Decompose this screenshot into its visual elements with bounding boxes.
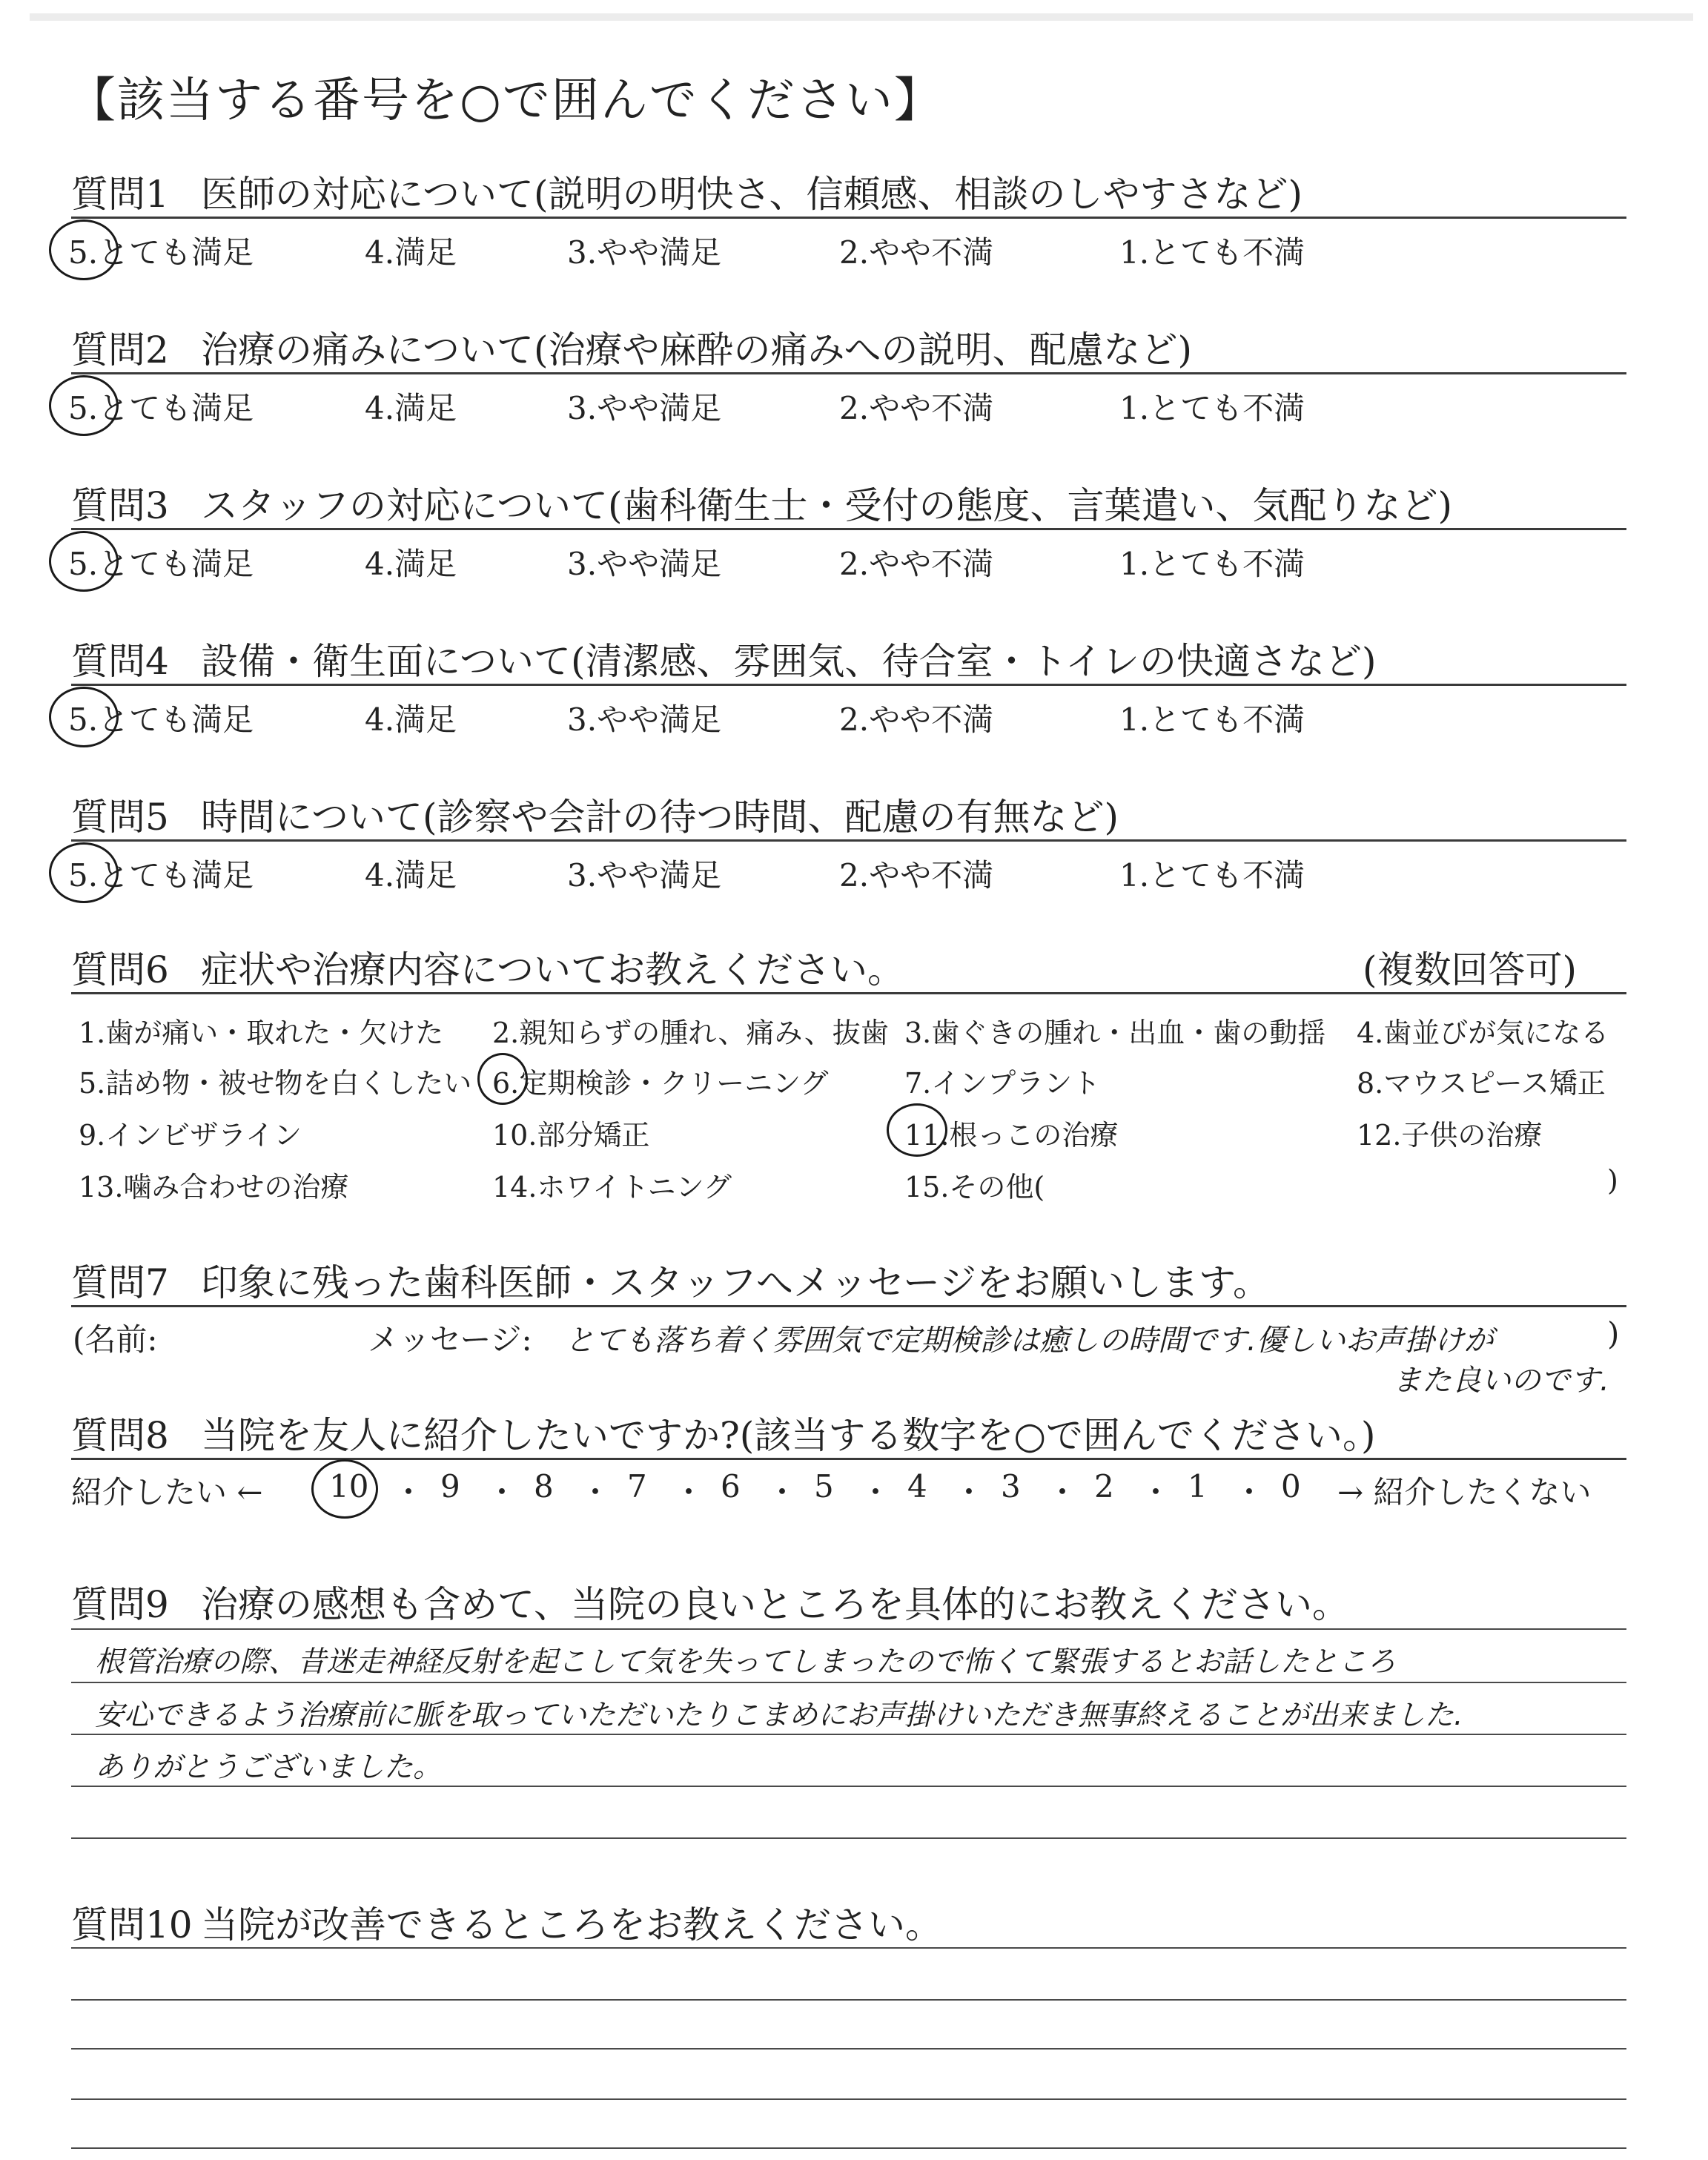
q1-option-4[interactable]: 4.満足: [365, 234, 457, 271]
q3-option-4[interactable]: 4.満足: [365, 546, 457, 582]
q8-score-8[interactable]: 8: [534, 1468, 554, 1505]
q1-option-1[interactable]: 1.とても不満: [1119, 234, 1305, 271]
q1-selection-circle: [49, 219, 119, 280]
q2-option-5[interactable]: 5.とても満足: [68, 390, 254, 426]
q5-option-4[interactable]: 4.満足: [365, 857, 457, 894]
q1-option-2[interactable]: 2.やや不満: [839, 234, 994, 271]
question-5: [71, 787, 1119, 841]
q6-option-4[interactable]: 4.歯並びが気になる: [1357, 1017, 1609, 1049]
q10-answer-line: [71, 2098, 1626, 2100]
q10-answer-line: [71, 2048, 1626, 2050]
q7-message-line-1: とても落ち着く雰囲気で定期検診は癒しの時間です.優しいお声掛けが: [565, 1324, 1494, 1358]
question-7-number: 質問7: [71, 1261, 169, 1304]
question-4-rule: [71, 684, 1626, 686]
q9-answer-line: [71, 1628, 1626, 1630]
q8-dot: ・: [1140, 1474, 1172, 1510]
q8-score-4[interactable]: 4: [907, 1468, 927, 1505]
q5-option-2[interactable]: 2.やや不満: [839, 857, 994, 894]
question-10: [71, 1895, 942, 1949]
question-2-number: 質問2: [71, 328, 169, 371]
question-6-number: 質問6: [71, 948, 169, 991]
q3-option-3[interactable]: 3.やや満足: [567, 546, 722, 582]
q8-dot: ・: [1234, 1474, 1265, 1510]
question-6-note: (複数回答可): [1363, 948, 1578, 991]
question-4-number: 質問4: [71, 640, 169, 683]
q6-option-15-close: ): [1607, 1164, 1618, 1197]
q9-answer-line-1: 根管治療の際、昔迷走神経反射を起こして気を失ってしまったので怖くて緊張するとお話したところ: [95, 1645, 1397, 1679]
q10-answer-line: [71, 2147, 1626, 2149]
q8-dot: ・: [767, 1474, 798, 1510]
q8-dot: ・: [860, 1474, 892, 1510]
q6-option-6-circle: [477, 1053, 528, 1105]
q6-option-13[interactable]: 13.噛み合わせの治療: [79, 1171, 349, 1203]
q8-dot: ・: [580, 1474, 612, 1510]
q7-name-label: (名前:: [73, 1321, 158, 1358]
q8-dot: ・: [1047, 1474, 1079, 1510]
q4-option-2[interactable]: 2.やや不満: [839, 701, 994, 738]
q6-option-10[interactable]: 10.部分矯正: [492, 1119, 650, 1152]
scan-edge: [30, 13, 1693, 21]
q10-answer-line: [71, 1999, 1626, 2001]
q5-option-3[interactable]: 3.やや満足: [567, 857, 722, 894]
q4-option-1[interactable]: 1.とても不満: [1119, 701, 1305, 738]
q6-option-11-circle: [887, 1103, 947, 1157]
question-3-rule: [71, 528, 1626, 530]
question-6: [71, 940, 904, 994]
q6-option-15[interactable]: 15.その他(: [904, 1171, 1045, 1203]
question-8: [71, 1406, 1375, 1459]
q9-answer-line: [71, 1837, 1626, 1839]
q9-answer-line: [71, 1786, 1626, 1787]
q8-score-1[interactable]: 1: [1188, 1468, 1208, 1505]
q9-answer-line: [71, 1682, 1626, 1683]
q6-option-2[interactable]: 2.親知らずの腫れ、痛み、抜歯: [492, 1017, 889, 1049]
question-10-number: 質問10: [71, 1903, 193, 1946]
q8-score-10[interactable]: 10: [329, 1468, 369, 1505]
q6-option-6[interactable]: 6.定期検診・クリーニング: [492, 1067, 829, 1100]
form-heading: 【該当する番号を○で囲んでください】: [68, 73, 943, 128]
q8-score-7[interactable]: 7: [627, 1468, 647, 1505]
q2-option-2[interactable]: 2.やや不満: [839, 390, 994, 426]
q6-option-7[interactable]: 7.インプラント: [904, 1067, 1101, 1100]
question-7-text: 印象に残った歯科医師・スタッフへメッセージをお願いします。: [201, 1261, 1270, 1304]
q8-score-2[interactable]: 2: [1094, 1468, 1114, 1505]
q8-left-label: 紹介したい ←: [71, 1474, 263, 1510]
question-5-number: 質問5: [71, 796, 169, 839]
q10-answer-line: [71, 1947, 1626, 1949]
question-10-text: 当院が改善できるところをお教えください。: [201, 1903, 942, 1946]
q2-option-1[interactable]: 1.とても不満: [1119, 390, 1305, 426]
q8-dot: ・: [953, 1474, 985, 1510]
question-9-number: 質問9: [71, 1583, 169, 1626]
question-1-number: 質問1: [71, 173, 169, 216]
q8-score-5[interactable]: 5: [814, 1468, 834, 1505]
q4-option-5[interactable]: 5.とても満足: [68, 701, 254, 738]
q2-option-4[interactable]: 4.満足: [365, 390, 457, 426]
question-2-text: 治療の痛みについて(治療や麻酔の痛みへの説明、配慮など): [201, 328, 1193, 371]
q7-message-label: メッセージ:: [368, 1321, 532, 1358]
q3-option-2[interactable]: 2.やや不満: [839, 546, 994, 582]
q8-right-label: → 紹介したくない: [1337, 1474, 1592, 1510]
question-4-text: 設備・衛生面について(清潔感、雰囲気、待合室・トイレの快適さなど): [201, 640, 1377, 683]
q4-option-3[interactable]: 3.やや満足: [567, 701, 722, 738]
q5-option-5[interactable]: 5.とても満足: [68, 857, 254, 894]
question-1-rule: [71, 217, 1626, 219]
question-5-text: 時間について(診察や会計の待つ時間、配慮の有無など): [201, 796, 1119, 839]
q9-answer-line-2: 安心できるよう治療前に脈を取っていただいたりこまめにお声掛けいただき無事終えることが出来ました.: [95, 1699, 1463, 1732]
question-5-rule: [71, 839, 1626, 842]
q6-option-5[interactable]: 5.詰め物・被せ物を白くしたい: [79, 1067, 472, 1100]
question-8-text: 当院を友人に紹介したいですか?(該当する数字を○で囲んでください。): [201, 1414, 1376, 1457]
question-1-text: 医師の対応について(説明の明快さ、信頼感、相談のしやすさなど): [201, 173, 1303, 216]
question-2: [71, 320, 1192, 374]
q5-option-1[interactable]: 1.とても不満: [1119, 857, 1305, 894]
q8-dot: ・: [486, 1474, 518, 1510]
q2-option-3[interactable]: 3.やや満足: [567, 390, 722, 426]
q8-score-9[interactable]: 9: [440, 1468, 460, 1505]
q3-selection-circle: [49, 531, 119, 592]
question-9: [71, 1575, 1349, 1628]
q6-option-1[interactable]: 1.歯が痛い・取れた・欠けた: [79, 1017, 444, 1049]
q6-option-9[interactable]: 9.インビザライン: [79, 1119, 302, 1152]
question-2-rule: [71, 372, 1626, 374]
question-8-number: 質問8: [71, 1414, 169, 1457]
q6-option-3[interactable]: 3.歯ぐきの腫れ・出血・歯の動揺: [904, 1017, 1326, 1049]
question-7: [71, 1253, 1270, 1307]
question-4: [71, 632, 1377, 685]
q4-selection-circle: [49, 687, 119, 747]
question-6-rule: [71, 992, 1626, 994]
question-3: [71, 476, 1452, 529]
question-3-text: スタッフの対応について(歯科衛生士・受付の態度、言葉遣い、気配りなど): [201, 484, 1453, 527]
q8-dot: ・: [393, 1474, 425, 1510]
q7-message-line-2: また良いのです.: [1392, 1364, 1609, 1398]
q1-option-5[interactable]: 5.とても満足: [68, 234, 254, 271]
q9-answer-line: [71, 1734, 1626, 1735]
q1-option-3[interactable]: 3.やや満足: [567, 234, 722, 271]
q6-option-14[interactable]: 14.ホワイトニング: [492, 1171, 732, 1203]
question-1: [71, 165, 1302, 218]
question-9-text: 治療の感想も含めて、当院の良いところを具体的にお教えください。: [201, 1583, 1349, 1626]
q3-option-1[interactable]: 1.とても不満: [1119, 546, 1305, 582]
q8-dot: ・: [673, 1474, 705, 1510]
q8-selection-circle: [311, 1459, 378, 1519]
question-3-number: 質問3: [71, 484, 169, 527]
q6-option-11[interactable]: 11.根っこの治療: [904, 1119, 1119, 1152]
q8-score-0[interactable]: 0: [1281, 1468, 1301, 1505]
question-6-text: 症状や治療内容についてお教えください。: [201, 948, 904, 991]
q6-option-8[interactable]: 8.マウスピース矯正: [1357, 1067, 1606, 1100]
q3-option-5[interactable]: 5.とても満足: [68, 546, 254, 582]
q9-answer-line-3: ありがとうございました。: [95, 1751, 443, 1784]
q4-option-4[interactable]: 4.満足: [365, 701, 457, 738]
q6-option-12[interactable]: 12.子供の治療: [1357, 1119, 1543, 1152]
q7-close-paren: ): [1607, 1315, 1620, 1352]
q8-score-6[interactable]: 6: [721, 1468, 741, 1505]
q2-selection-circle: [49, 375, 119, 436]
question-8-rule: [71, 1458, 1626, 1460]
q5-selection-circle: [49, 842, 119, 903]
q8-score-3[interactable]: 3: [1001, 1468, 1021, 1505]
question-7-rule: [71, 1305, 1626, 1307]
